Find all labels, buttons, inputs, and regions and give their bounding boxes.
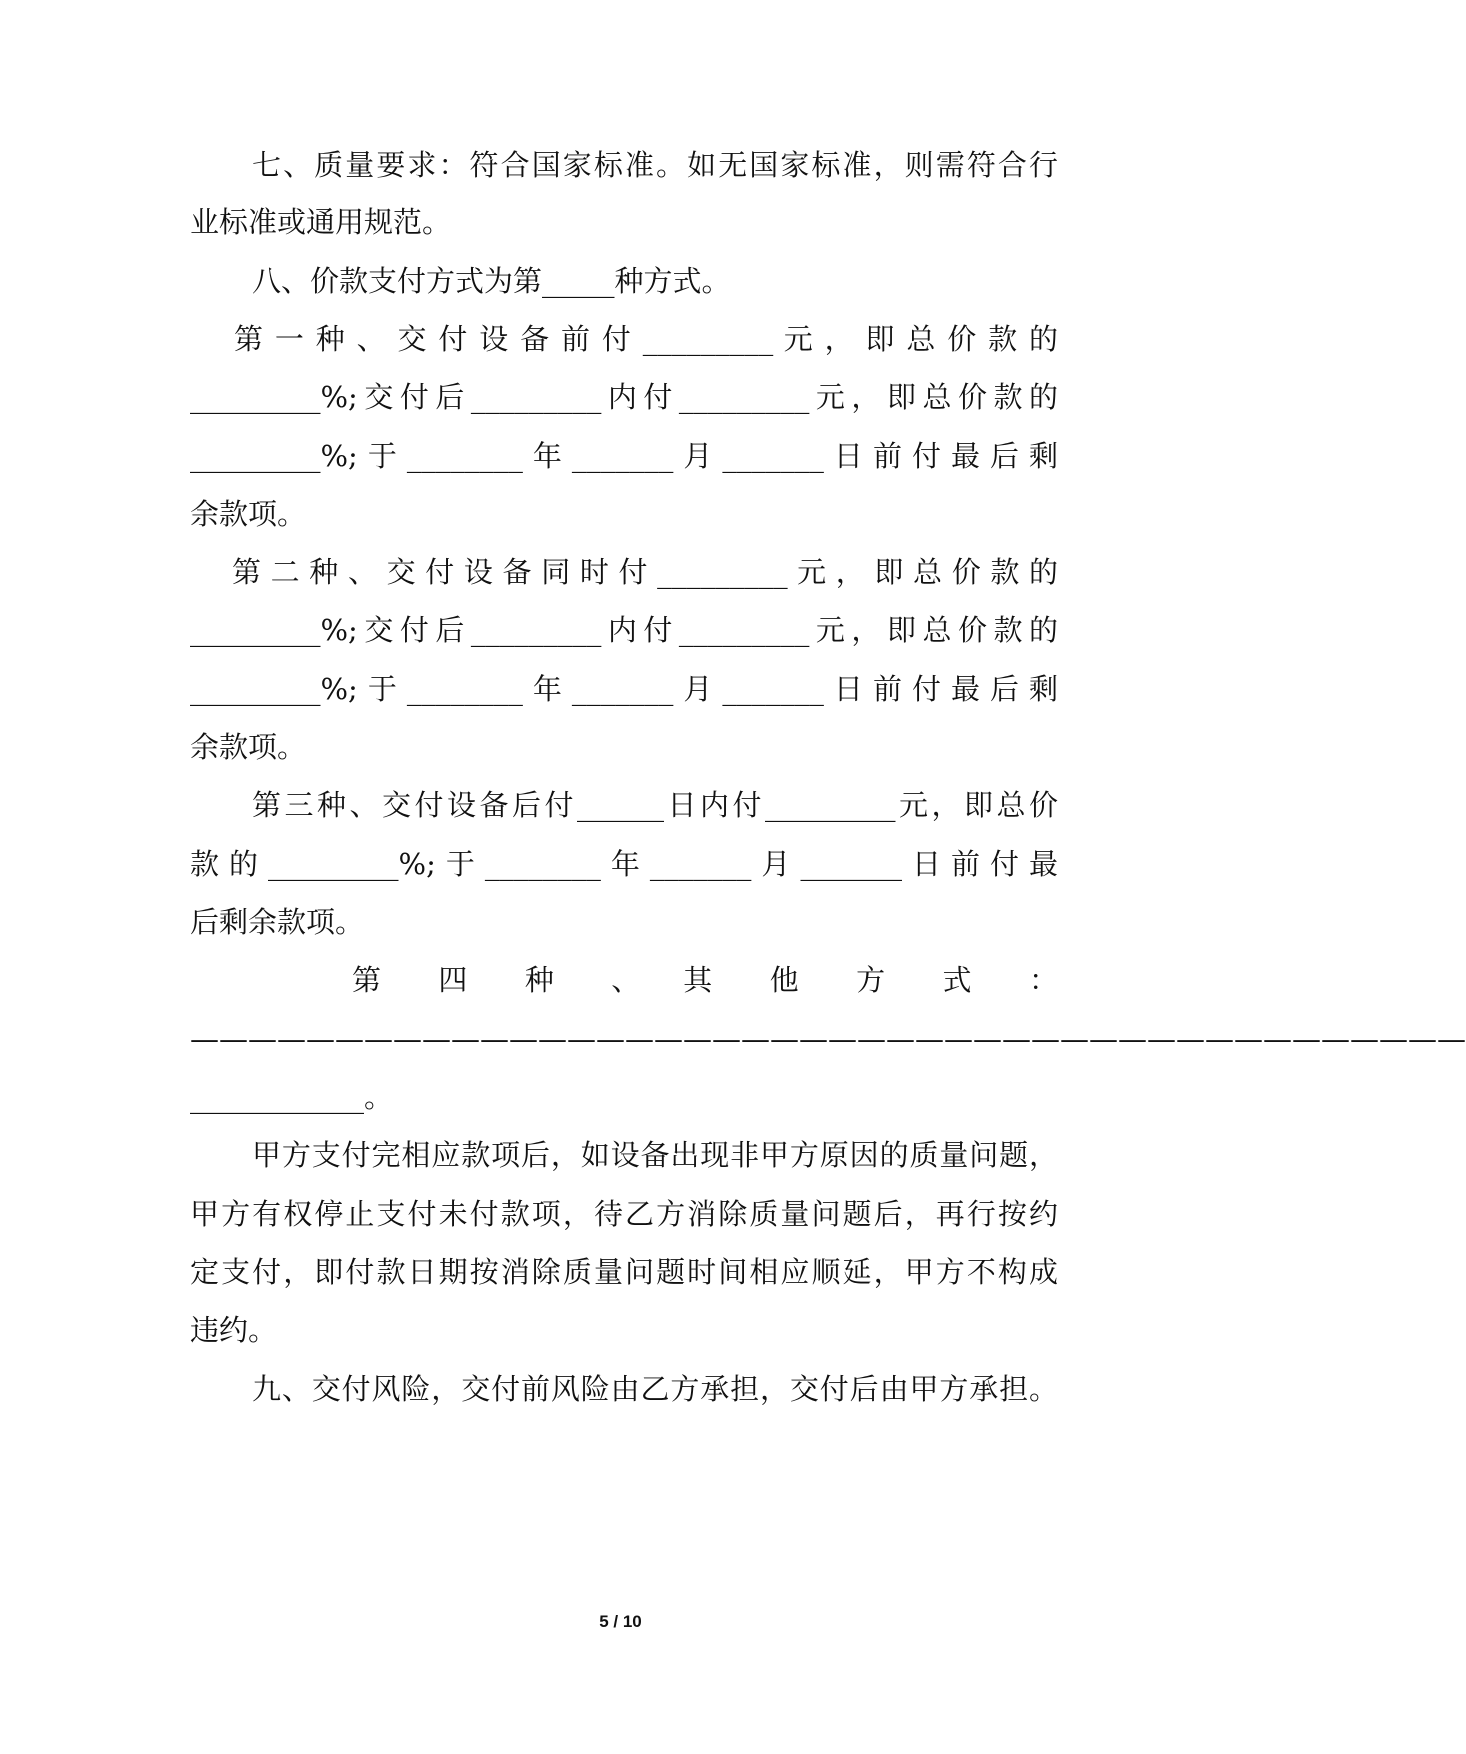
payment-note-line-4: 违约。 [190,1313,278,1347]
option-1-line-4: 余款项。 [190,497,307,531]
payment-note-line-1: 甲方支付完相应款项后，如设备出现非甲方原因的质量问题， [252,1138,1058,1172]
option-2-line-4: 余款项。 [190,730,307,764]
clause-7-line-2: 业标准或通用规范。 [190,205,452,239]
option-4-blank-line: ———————————————————————————————————————————— [190,1022,1466,1056]
option-2-line-3: _________%;于________年_______月_______日前付最后剩 [190,672,1058,706]
option-1-line-2: _________%;交付后_________内付_________元，即总价款的 [190,380,1058,414]
payment-note-line-3: 定支付，即付款日期按消除质量问题时间相应顺延，甲方不构成 [190,1255,1058,1289]
option-4-blank-end: ____________。 [190,1080,394,1114]
option-4-line-1: 第 四 种 、 其 他 方 式 ： [352,963,1058,997]
clause-9-line-1: 九、交付风险，交付前风险由乙方承担，交付后由甲方承担。 [252,1372,1058,1406]
option-2-line-1: 第 二 种 、 交 付 设 备 同 时 付 _________ 元 ， 即 总 价 款 的 [232,555,1058,589]
clause-7-line-1: 七、质量要求：符合国家标准。如无国家标准，则需符合行 [252,148,1058,182]
payment-note-line-2: 甲方有权停止支付未付款项，待乙方消除质量问题后，再行按约 [190,1197,1058,1231]
clause-8-heading: 八、价款支付方式为第_____种方式。 [252,264,731,298]
option-2-line-2: _________%;交付后_________内付_________元，即总价款的 [190,613,1058,647]
option-3-line-1: 第三种、交付设备后付______日内付_________元，即总价 [252,788,1058,822]
page-number: 5 / 10 [599,1612,642,1631]
option-3-line-3: 后剩余款项。 [190,905,365,939]
option-1-line-3: _________%;于________年_______月_______日前付最后剩 [190,439,1058,473]
option-1-line-1: 第 一 种 、 交 付 设 备 前 付 _________ 元 ， 即 总 价 款 的 [234,322,1058,356]
option-3-line-2: 款的_________%;于________年_______月_______日前付最 [190,847,1058,881]
